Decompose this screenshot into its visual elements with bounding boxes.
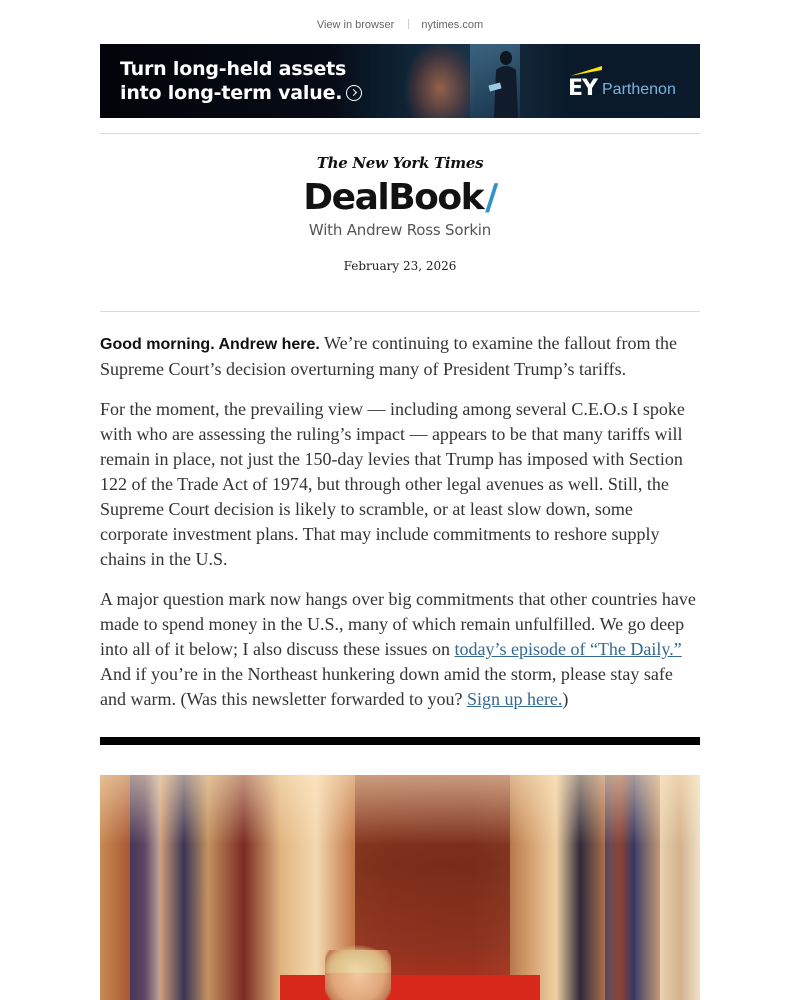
ad-headline-line1: Turn long-held assets bbox=[120, 58, 347, 80]
greeting-lead: Good morning. Andrew here. bbox=[100, 336, 320, 353]
lead-photo bbox=[100, 775, 700, 1000]
sign-up-link[interactable]: Sign up here. bbox=[466, 689, 563, 709]
ad-city-glow bbox=[405, 44, 475, 118]
ey-parthenon-ad-banner[interactable] bbox=[100, 44, 700, 118]
nytimes-link[interactable]: nytimes.com bbox=[421, 19, 484, 31]
ey-parthenon-logo bbox=[568, 66, 688, 106]
section-divider-thick bbox=[100, 737, 700, 745]
ey-logo-mark: EY bbox=[568, 76, 597, 101]
masthead bbox=[0, 152, 800, 274]
photo-red-carpet bbox=[280, 975, 540, 1000]
photo-light-wash bbox=[100, 775, 700, 845]
dealbook-logo[interactable]: DealBook/ bbox=[303, 177, 497, 218]
the-daily-episode-link[interactable]: today’s episode of “The Daily.” bbox=[454, 639, 682, 659]
byline: With Andrew Ross Sorkin bbox=[308, 221, 492, 239]
divider-masthead bbox=[100, 311, 700, 312]
nyt-logo[interactable]: The New York Times bbox=[316, 154, 484, 172]
paragraph-prevailing-view: For the moment, the prevailing view — including among several C.E.O.s I spoke with who are assessing the ruling’s impact — appears to be that many tariffs will remain in place, not just the 150-day levies that Trump has imposed with Section 122 of the Trade Act of 1974, but through other legal avenues as well. Still, the Supreme Court decision is likely to scramble, or at least slow down, some corporate investment plans. That may include commitments to reshore supply chains in the U.S. bbox=[100, 399, 685, 569]
paragraph-intro: Good morning. Andrew here. We’re continuing to examine the fallout from the Supreme Court’s decision overturning many of President Trump’s tariffs. bbox=[100, 333, 677, 379]
ad-headline-line2: into long-term value. bbox=[120, 81, 400, 105]
ad-headline bbox=[120, 57, 400, 105]
dealbook-slash-icon: / bbox=[485, 177, 497, 218]
parthenon-wordmark: Parthenon bbox=[602, 81, 676, 98]
ad-person-silhouette bbox=[485, 48, 525, 118]
view-in-browser-link[interactable]: View in browser bbox=[316, 19, 395, 31]
divider-top bbox=[100, 133, 700, 134]
photo-subject-hair bbox=[322, 945, 392, 973]
paragraph-investment-commitments: A major question mark now hangs over big commitments that other countries have made to spend money in the U.S., many of which remain unfulfilled. We go deep into all of it below; I also discuss these issues on today’s episode of “The Daily.” And if you’re in the Northeast hunkering down amid the storm, please stay safe and warm. (Was this newsletter forwarded to you? Sign up here.) bbox=[100, 589, 696, 709]
circle-chevron-right-icon bbox=[346, 85, 362, 101]
preheader bbox=[0, 17, 800, 33]
article-body bbox=[100, 331, 700, 727]
ey-beam-icon bbox=[570, 66, 602, 76]
issue-date: February 23, 2026 bbox=[343, 259, 457, 273]
preheader-divider bbox=[408, 19, 409, 29]
